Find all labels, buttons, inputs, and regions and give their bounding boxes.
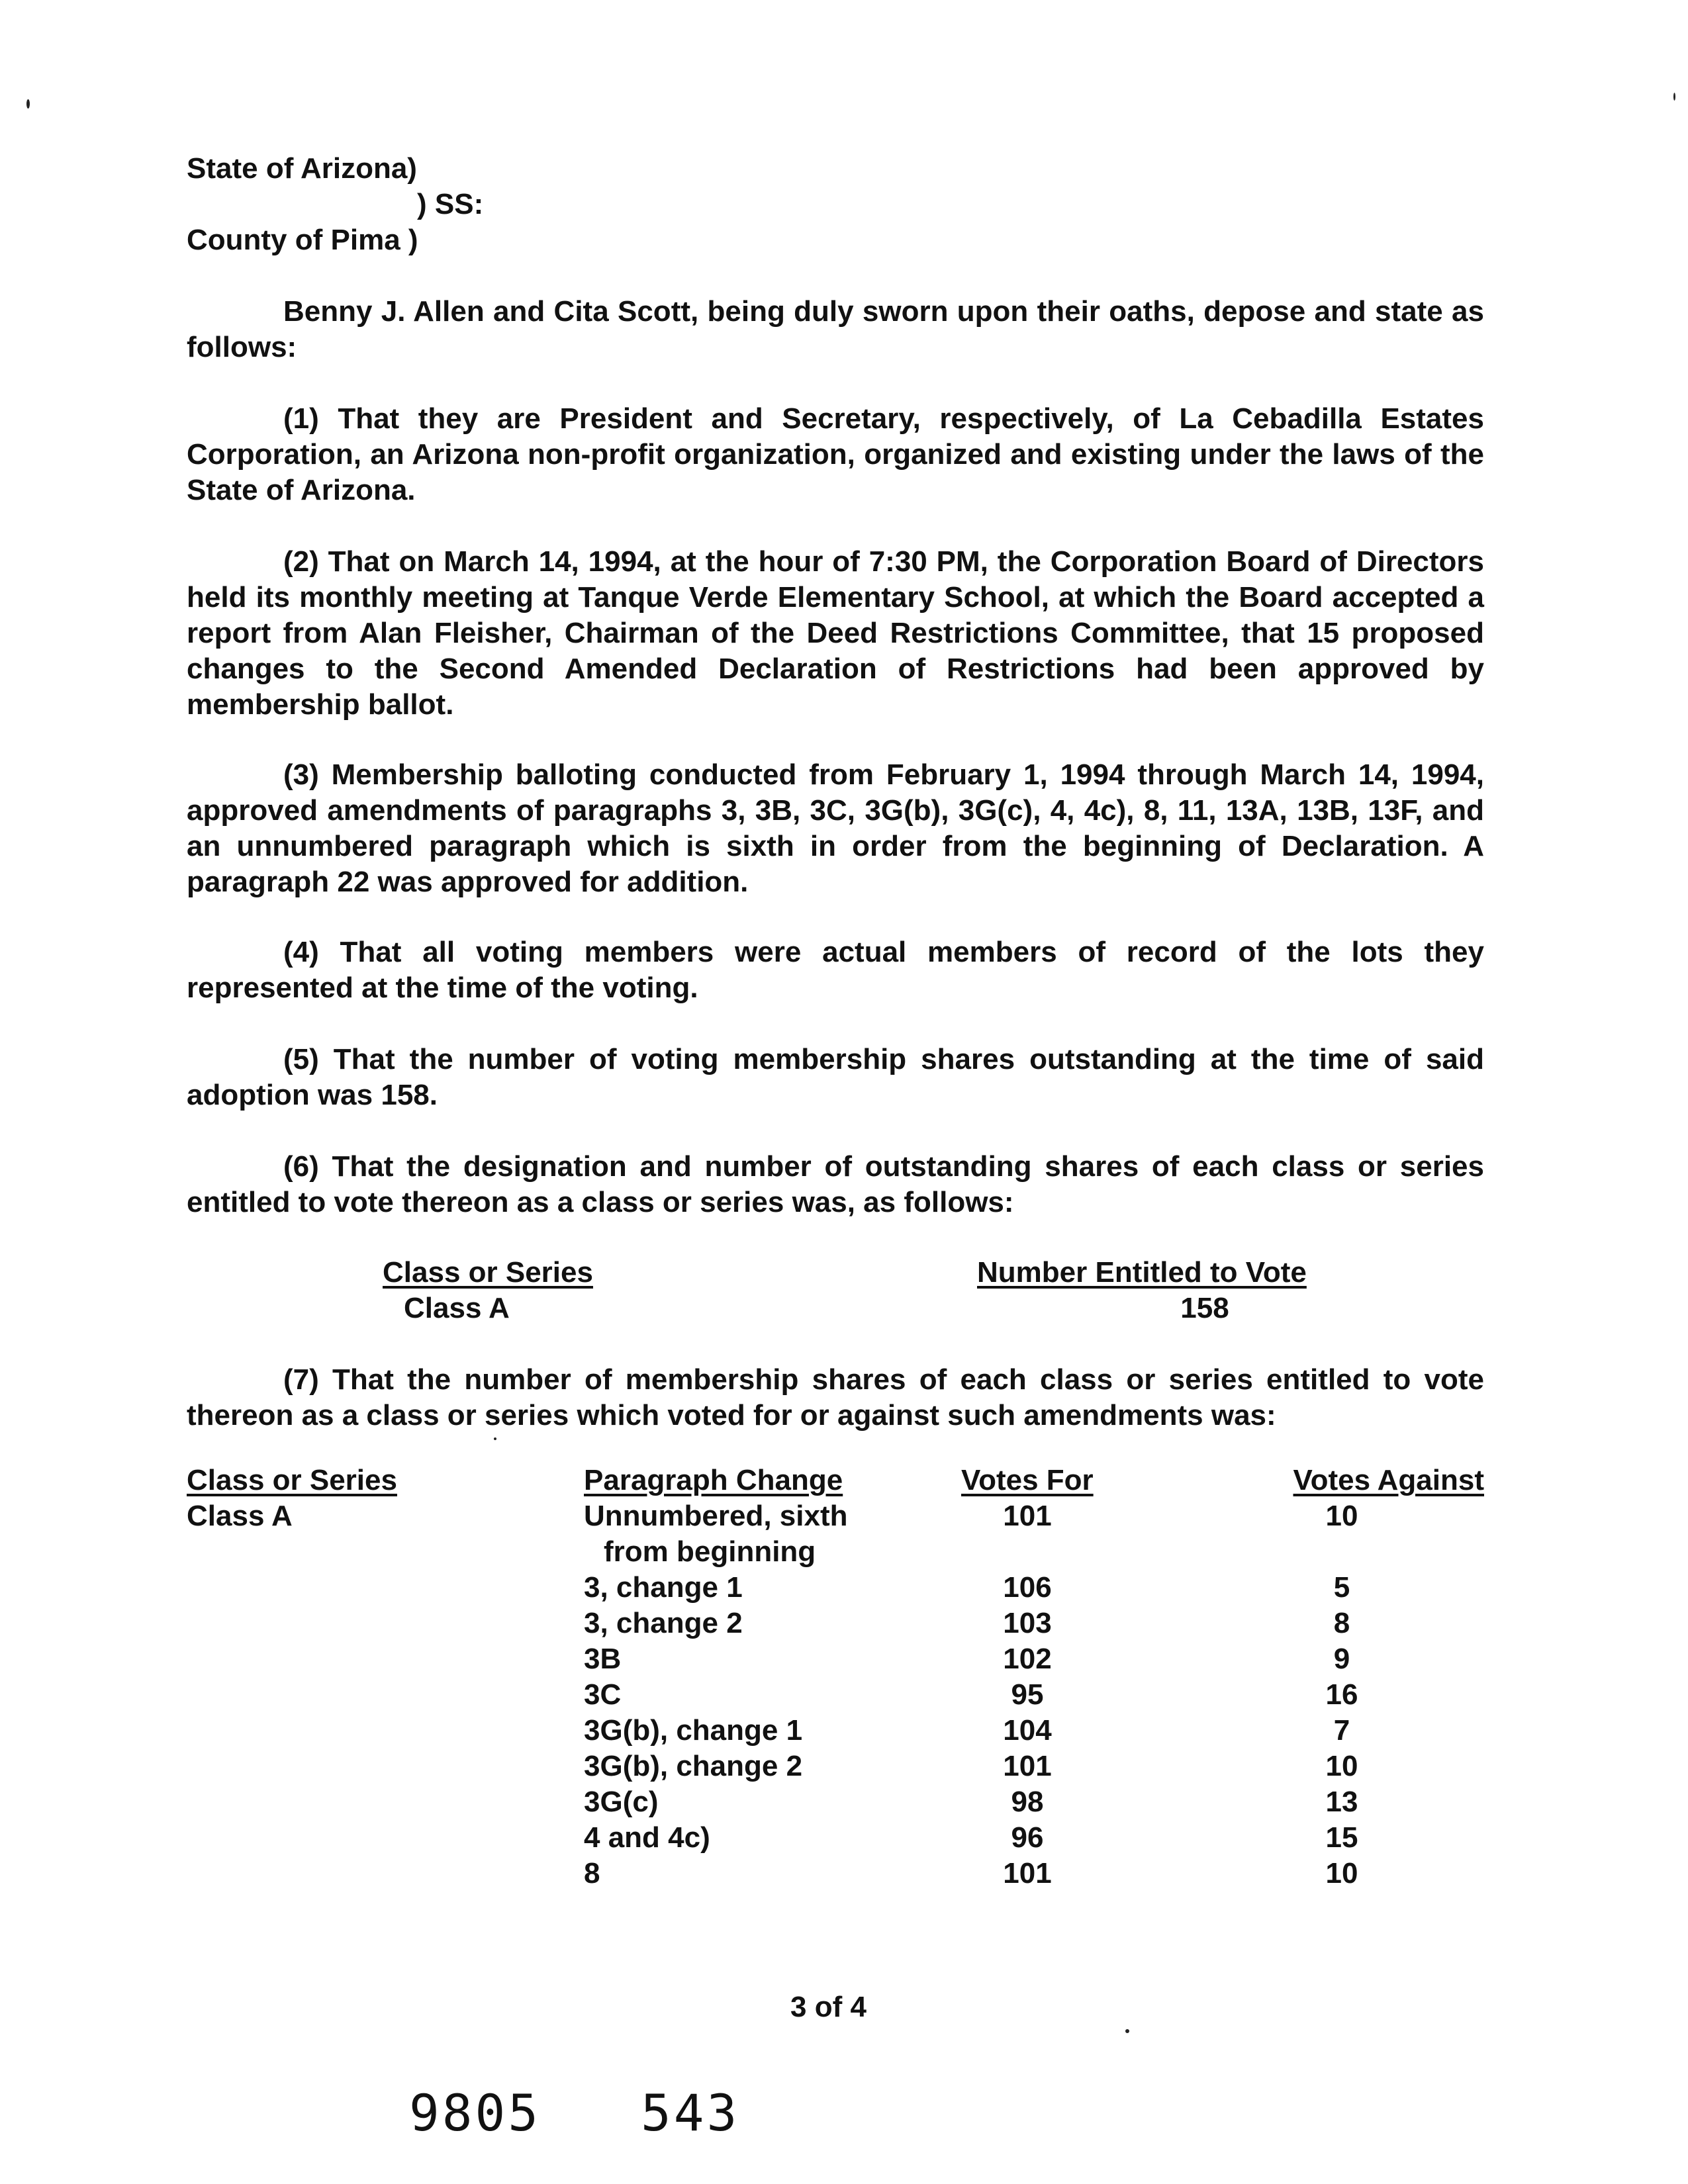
page-number: 3 of 4 [790,1991,867,2023]
caption-state: State of Arizona) [187,152,417,185]
votes-table [187,1463,1484,1891]
votes-against: 10 [1325,1857,1358,1889]
change-label: 3, change 1 [584,1571,743,1604]
votes-header-change: Paragraph Change [584,1464,843,1496]
paragraph-7 [187,1362,1484,1433]
intro-text: Benny J. Allen and Cita Scott, being duly sworn upon their oaths, depose and state as follows: [187,295,1484,363]
paragraph-6 [187,1149,1484,1220]
scan-speck [1125,2029,1129,2033]
paragraph-1 [187,401,1484,508]
votes-for: 98 [1011,1786,1044,1818]
votes-header-row [187,1463,1484,1498]
paragraph-7-text: (7) That the number of membership shares of each class or series entitled to vote thereon as a class or series which voted for or against such amendments was: [187,1363,1484,1432]
votes-against: 15 [1325,1821,1358,1854]
shares-number: 158 [1180,1292,1229,1324]
votes-for: 101 [1003,1500,1052,1532]
change-label: 3G(c) [584,1786,659,1818]
votes-for: 101 [1003,1750,1052,1782]
change-label: 3G(b), change 1 [584,1714,803,1747]
paragraph-3 [187,757,1484,900]
votes-against: 10 [1325,1500,1358,1532]
paragraph-5 [187,1042,1484,1113]
paragraph-5-text: (5) That the number of voting membership shares outstanding at the time of said adoption was 158. [187,1043,1484,1111]
table-row [187,1641,1484,1677]
votes-against: 7 [1333,1714,1350,1747]
change-label: Unnumbered, sixth [584,1500,848,1532]
paragraph-4 [187,934,1484,1006]
votes-for: 102 [1003,1643,1052,1675]
table-row [187,1856,1484,1891]
table-row [187,1498,1484,1570]
votes-header-against: Votes Against [1293,1464,1484,1496]
shares-header-number: Number Entitled to Vote [977,1256,1307,1289]
change-label: 8 [584,1857,600,1889]
votes-against: 13 [1325,1786,1358,1818]
recording-stamp-book: 9805 [409,2083,541,2142]
shares-class-a: Class A [404,1292,510,1324]
votes-for: 103 [1003,1607,1052,1639]
shares-header-class: Class or Series [383,1256,593,1289]
table-row [187,1606,1484,1641]
scan-speck [1673,93,1675,101]
paragraph-4-text: (4) That all voting members were actual members of record of the lots they represented at the time of the voting. [187,936,1484,1004]
votes-for: 95 [1011,1678,1044,1711]
change-label: 3C [584,1678,622,1711]
caption-county: County of Pima ) [187,224,418,256]
votes-against: 5 [1333,1571,1350,1604]
table-row [187,1713,1484,1749]
change-label-cont: from beginning [604,1535,816,1568]
votes-against: 8 [1333,1607,1350,1639]
table-row [187,1570,1484,1606]
paragraph-3-text: (3) Membership balloting conducted from February 1, 1994 through March 14, 1994, approved amendments of paragraphs 3, 3B, 3C, 3G(b), 3G(c), 4, 4c), 8, 11, 13A, 13B, 13F, and an unnumbered paragraph which is sixth in order from the beginning of Declaration. A paragraph 22 was approved for addition. [187,758,1484,898]
votes-for: 101 [1003,1857,1052,1889]
caption-ss: ) SS: [417,188,484,220]
votes-header-class: Class or Series [187,1464,397,1496]
change-label: 3B [584,1643,622,1675]
votes-against: 10 [1325,1750,1358,1782]
paragraph-2-text: (2) That on March 14, 1994, at the hour of 7:30 PM, the Corporation Board of Directors held its monthly meeting at Tanque Verde Elementary School, at which the Board accepted a report from Alan Fleisher, Chairman of the Deed Restrictions Committee, that 15 proposed changes to the Second Amended Declaration of Restrictions had been approved by membership ballot. [187,545,1484,721]
change-label: 4 and 4c) [584,1821,710,1854]
scan-speck [494,1437,496,1440]
recording-stamp-page: 543 [641,2083,740,2142]
change-label: 3, change 2 [584,1607,743,1639]
votes-for: 104 [1003,1714,1052,1747]
paragraph-1-text: (1) That they are President and Secretary, respectively, of La Cebadilla Estates Corporation, an Arizona non-profit organization, organized and existing under the laws of the State of Arizona. [187,402,1484,506]
votes-against: 9 [1333,1643,1350,1675]
votes-for: 106 [1003,1571,1052,1604]
votes-against: 16 [1325,1678,1358,1711]
votes-class: Class A [187,1500,293,1532]
table-row [187,1820,1484,1856]
change-label: 3G(b), change 2 [584,1750,803,1782]
intro-paragraph [187,294,1484,365]
paragraph-6-text: (6) That the designation and number of outstanding shares of each class or series entitled to vote thereon as a class or series was, as follows: [187,1150,1484,1218]
scan-speck [26,99,30,109]
table-row [187,1784,1484,1820]
table-row [187,1749,1484,1784]
table-row [187,1677,1484,1713]
paragraph-2 [187,544,1484,723]
votes-for: 96 [1011,1821,1044,1854]
votes-header-for: Votes For [961,1464,1094,1496]
